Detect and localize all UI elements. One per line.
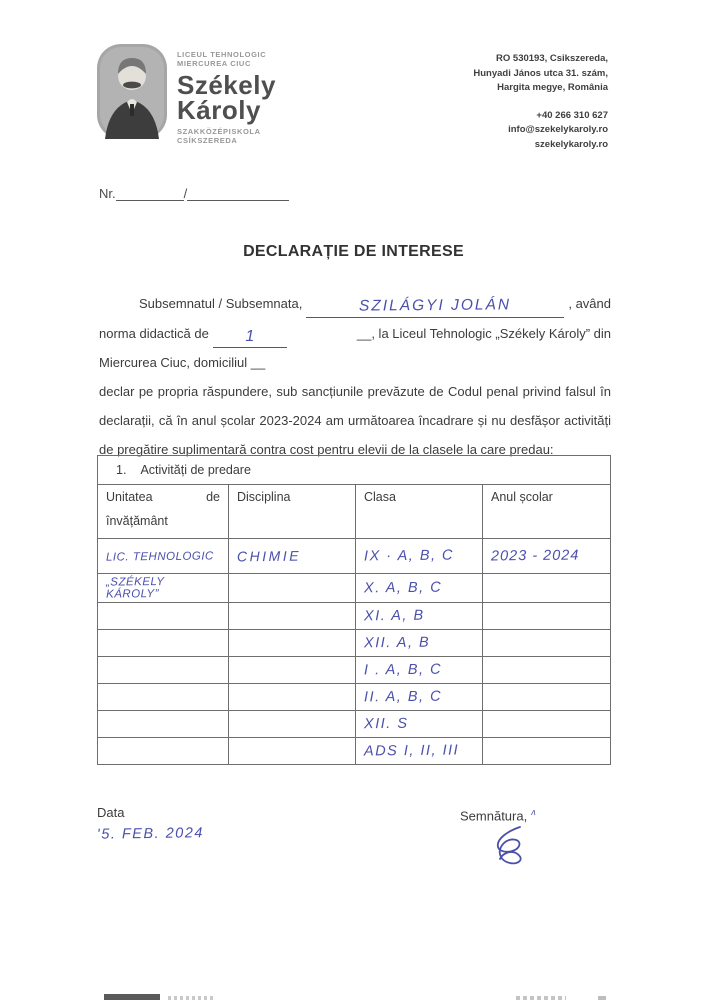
body-line-2 [99,318,611,348]
handwritten-date: '5. FEB. 2024 [96,825,205,843]
table-row [98,684,611,711]
cell-discipline [229,684,356,711]
cell-year [483,657,611,684]
table-header-row [98,485,611,539]
cell-class [356,574,483,603]
handwritten-class: ADS I, II, III [363,742,460,760]
cell-unit [98,603,229,630]
handwritten-year: 2023 - 2024 [490,547,580,565]
cell-class [356,630,483,657]
cell-year [483,738,611,765]
cell-year [483,711,611,738]
address-line: Hunyadi János utca 31. szám, [473,67,608,79]
date-block [97,805,204,842]
handwritten-class: X. A, B, C [363,579,443,597]
cell-discipline [229,574,356,603]
table-row [98,657,611,684]
column-header-disciplina: Disciplina [229,485,356,539]
nr-blank-field [116,187,184,201]
cell-class [356,539,483,574]
address-line: Hargita megye, România [497,82,608,93]
cell-year [483,630,611,657]
cell-class [356,603,483,630]
line3-printed-text: Miercurea Ciuc, domiciliul __ [99,355,266,370]
date-label: Data [97,805,125,820]
header-word: Unitatea [106,490,153,504]
cell-unit [98,539,229,574]
handwritten-tick: ʌ [531,807,536,817]
declaration-body [99,288,611,464]
address-line: RO 530193, Csikszereda, [496,53,608,64]
header-word: învățământ [106,514,168,528]
handwritten-unit: LIC. TEHNOLOGIC [105,550,214,564]
body-line-3 [99,348,611,377]
column-header-unitatea [98,485,229,539]
handwritten-class: I . A, B, C [363,661,443,679]
line1-printed-suffix: , având [568,296,611,311]
cell-discipline [229,711,356,738]
cell-unit [98,657,229,684]
table-row [98,574,611,603]
table-caption-number: 1. [116,463,127,477]
cell-unit [98,711,229,738]
norma-blank-field [213,318,287,348]
nr-date-blank-field [187,187,289,201]
cell-discipline [229,657,356,684]
handwritten-class: XI. A, B [363,607,425,625]
school-name: Székely Károly [177,70,276,125]
registration-number-line [99,186,289,201]
column-header-anul-scolar: Anul școlar [483,485,611,539]
bottom-scan-strip [0,993,707,1000]
teaching-activities-table [97,455,611,765]
signature-block [460,807,538,874]
line1-printed-text: Subsemnatul / Subsemnata, [139,296,303,311]
footer-scan-fragment [516,996,566,1000]
cell-discipline [229,603,356,630]
handwritten-norma-value: 1 [245,328,255,345]
handwritten-class: II. A, B, C [363,688,443,706]
table-row [98,711,611,738]
table-row [98,738,611,765]
cell-class [356,711,483,738]
table-caption-row [98,456,611,485]
founder-portrait-image [97,44,167,139]
cell-year [483,684,611,711]
table-row [98,539,611,574]
handwritten-discipline: CHIMIE [236,547,302,565]
cell-unit [98,684,229,711]
signature-label: Semnătura, [460,808,528,824]
table-caption-text: Activități de predare [140,463,251,477]
column-header-clasa: Clasa [356,485,483,539]
website-url: szekelykaroly.ro [534,138,608,150]
phone-number: +40 266 310 627 [536,109,608,121]
cell-discipline [229,630,356,657]
cell-discipline [229,738,356,765]
cell-class [356,738,483,765]
cell-year [483,603,611,630]
email-address: info@szekelykaroly.ro [508,124,608,135]
handwritten-class: IX · A, B, C [363,547,455,565]
nr-separator: / [183,186,188,201]
handwritten-unit: „SZÉKELY KÁROLY” [105,575,165,601]
body-line-1 [99,288,611,318]
footer-scan-fragment [104,994,160,1000]
header-word: de [206,490,220,504]
cell-discipline [229,539,356,574]
nr-label: Nr. [99,186,116,201]
school-contact-info [473,52,608,152]
document-title: DECLARAȚIE DE INTERESE [243,243,464,260]
predare-table-body [98,539,611,765]
name-blank-field [306,288,564,318]
declaration-paragraph: declar pe propria răspundere, sub sancțiunile prevăzute de Codul penal privind falsul în declarații, că în anul școlar 2023-2024 am următoarea încadrare și nu desfășor activități de pregătire suplimentară contra cost pentru elevii de la clasele la care predau: [99,384,611,457]
line2-printed-suffix: __, la Liceul Tehnologic „Székely Károly” din [356,326,611,341]
cell-year [483,539,611,574]
cell-class [356,657,483,684]
table-row [98,630,611,657]
cell-unit [98,574,229,603]
school-logo [97,44,276,145]
handwritten-class: XII. A, B [363,634,431,652]
footer-scan-fragment [168,996,216,1000]
handwritten-name: SZILÁGYI JOLÁN [359,296,512,315]
line2-printed-text: norma didactică de [99,326,209,341]
school-type-caption: LICEUL TEHNOLOGIC MIERCUREA CIUC [177,50,267,68]
footer-scan-fragment [598,996,606,1000]
cell-year [483,574,611,603]
cell-unit [98,738,229,765]
table-row [98,603,611,630]
handwritten-class: XII. S [363,715,409,733]
handwritten-signature [486,823,538,871]
cell-unit [98,630,229,657]
cell-class [356,684,483,711]
school-type-caption-hu: SZAKKÖZÉPISKOLA CSÍKSZEREDA [177,127,261,145]
